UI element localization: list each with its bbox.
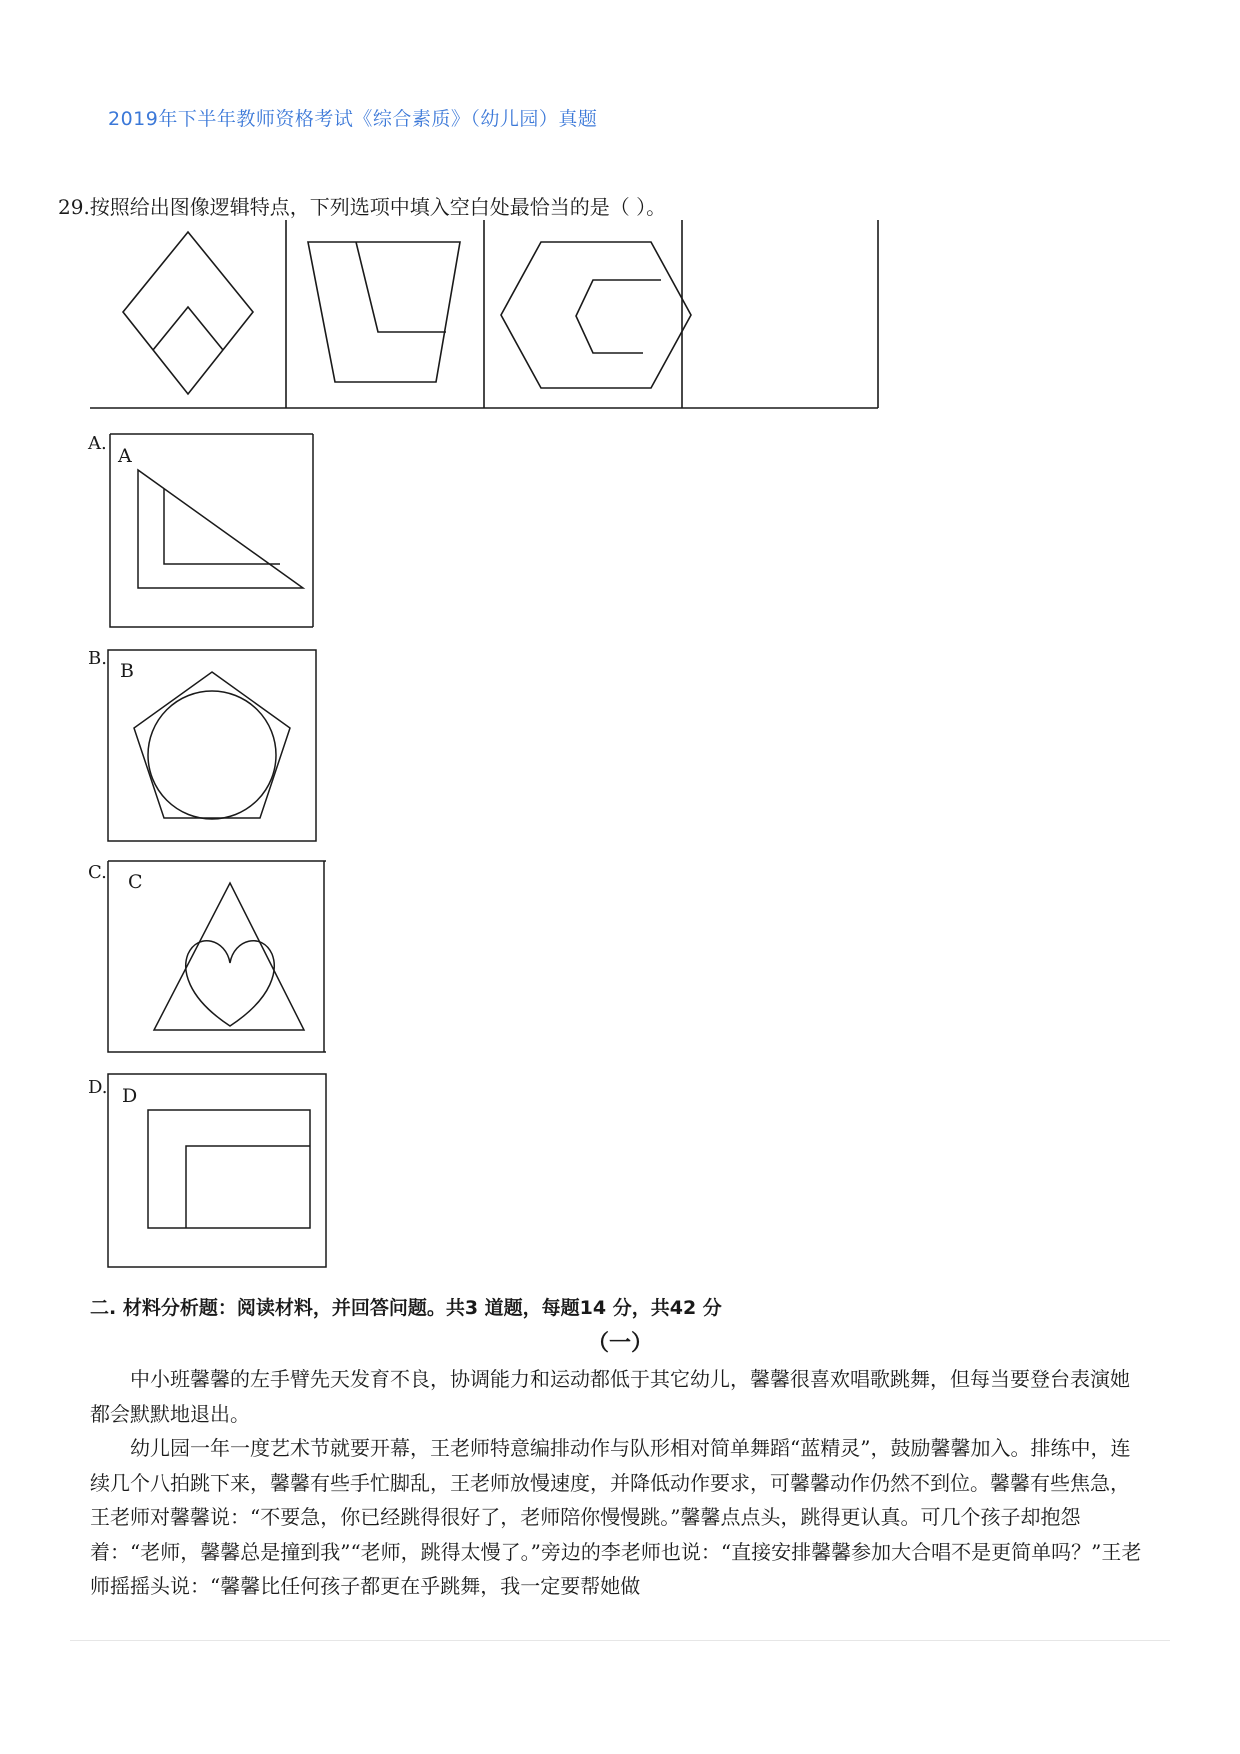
- option-c-figure[interactable]: [106, 859, 328, 1055]
- question-figure-svg: [88, 220, 888, 410]
- material-paragraph-2: 幼儿园一年一度艺术节就要开幕，王老师特意编排动作与队形相对简单舞蹈“蓝精灵”，鼓励馨馨加入。排练中，连续几个八拍跳下来，馨馨有些手忙脚乱，王老师放慢速度，并降低动作要求，可馨馨动作仍然不到位。馨馨有些焦急，王老师对馨馨说：“不要急，你已经跳得很好了，老师陪你慢慢跳。”馨馨点点头，跳得更认真。可几个孩子却抱怨着：“老师，馨馨总是撞到我”“老师，跳得太慢了。”旁边的李老师也说：“直接安排馨馨参加大合唱不是更简单吗？”王老师摇摇头说：“馨馨比任何孩子都更在乎跳舞，我一定要帮她做: [90, 1436, 1142, 1598]
- option-b-inner-label: B: [120, 660, 134, 682]
- option-d-label[interactable]: D.: [88, 1077, 108, 1098]
- option-a-inner-label: A: [118, 445, 132, 467]
- option-d-inner-label: D: [122, 1085, 138, 1107]
- figure-trapezoid-l: [308, 242, 460, 382]
- document-header-title: 2019年下半年教师资格考试《综合素质》（幼儿园）真题: [108, 108, 598, 130]
- option-a-frame: [110, 434, 313, 627]
- section-title: 二. 材料分析题：阅读材料，并回答问题。共3 道题，每题14 分，共42 分: [90, 1297, 722, 1319]
- page-bottom-divider: [70, 1640, 1170, 1641]
- option-c-label[interactable]: C.: [88, 862, 107, 883]
- option-d-figure[interactable]: [106, 1072, 330, 1270]
- option-d-outer-rectangle: [148, 1110, 310, 1228]
- question-figure-strip: [88, 220, 888, 410]
- option-d-inner-rectangle: [186, 1146, 310, 1228]
- option-a-label[interactable]: A.: [88, 433, 107, 454]
- question-text: 29.按照给出图像逻辑特点，下列选项中填入空白处最恰当的是（ ）。: [58, 195, 667, 219]
- option-a-outer-triangle: [138, 470, 303, 588]
- option-b-circle: [148, 691, 276, 819]
- option-a-figure[interactable]: [108, 432, 318, 632]
- option-c-inner-label: C: [128, 871, 143, 893]
- option-c-heart: [186, 941, 274, 1026]
- option-b-label[interactable]: B.: [88, 648, 107, 669]
- figure-hexagon-nested: [501, 242, 691, 388]
- option-b-figure[interactable]: [106, 648, 320, 844]
- option-d-frame: [108, 1074, 326, 1267]
- material-paragraph-1: 中小班馨馨的左手臂先天发育不良，协调能力和运动都低于其它幼儿，馨馨很喜欢唱歌跳舞，但每当要登台表演她都会默默地退出。: [90, 1367, 1130, 1426]
- option-b-pentagon: [134, 672, 290, 818]
- section-subtitle: （一）: [586, 1330, 653, 1356]
- figure-diamond-nested: [123, 232, 253, 394]
